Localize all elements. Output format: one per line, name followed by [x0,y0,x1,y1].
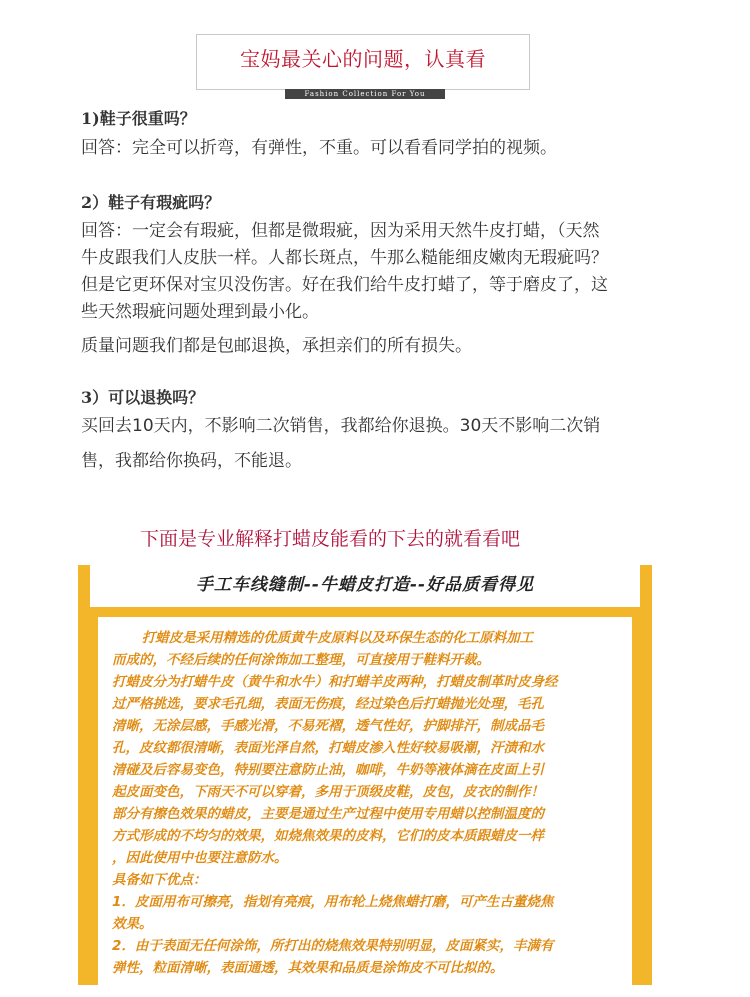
panel-line: 具备如下优点： [112,872,207,888]
faq-answer-line: 回答：一定会有瑕疵，但都是微瑕疵，因为采用天然牛皮打蜡，（天然 [81,221,600,241]
faq-answer-line: 买回去10天内，不影响二次销售，我都给你退换。30天不影响二次销 [81,416,601,436]
panel-line: 清晰，无涂层感，手感光滑，不易死褶，透气性好，护脚排汗，制成品毛 [112,718,544,734]
faq-question: 3）可以退换吗？ [81,388,205,407]
panel-line: 而成的，不经后续的任何涂饰加工整理，可直接用于鞋料开裁。 [112,652,490,668]
panel-line: 方式形成的不均匀的效果，如烧焦效果的皮料，它们的皮本质跟蜡皮一样 [112,828,544,844]
panel-line: 起皮面变色，下雨天不可以穿着，多用于顶级皮鞋，皮包，皮衣的制作！ [112,784,544,800]
faq-answer-line: 但是它更环保对宝贝没伤害。好在我们给牛皮打蜡了，等于磨皮了，这 [81,275,608,295]
header-title-box [196,34,530,90]
section-heading: 下面是专业解释打蜡皮能看的下去的就看看吧 [140,528,521,550]
panel-line: 孔，皮纹都很清晰，表面光泽自然，打蜡皮渗入性好较易吸潮，汗渍和水 [112,740,544,756]
panel-line: 打蜡皮分为打蜡牛皮（黄牛和水牛）和打蜡羊皮两种，打蜡皮制革时皮身经 [112,674,558,690]
faq-item-3 [81,386,681,475]
page-title: 宝妈最关心的问题，认真看 [240,47,486,71]
faq-answer-line: 牛皮跟我们人皮肤一样。人都长斑点，牛那么糙能细皮嫩肉无瑕疵吗？ [81,248,608,268]
panel-line: 2．由于表面无任何涂饰，所打出的烧焦效果特别明显，皮面紧实，丰满有 [112,938,554,954]
panel-text [112,627,618,979]
faq-item-1 [81,107,681,162]
panel-line: 打蜡皮是采用精选的优质黄牛皮原料以及环保生态的化工原料加工 [141,630,534,646]
panel-line: 部分有擦色效果的蜡皮，主要是通过生产过程中使用专用蜡以控制温度的 [112,806,544,822]
panel-header [90,565,640,607]
faq-answer-line: 质量问题我们都是包邮退换，承担亲们的所有损失。 [81,336,472,356]
panel-heading: 手工车线缝制--牛蜡皮打造--好品质看得见 [195,575,535,595]
faq-answer-line: 些天然瑕疵问题处理到最小化。 [81,302,319,322]
header-tagline: Fashion Collection For You [285,89,445,99]
info-panel [78,565,652,985]
panel-line: 清碰及后容易变色，特别要注意防止油，咖啡，牛奶等液体滴在皮面上引 [112,762,544,778]
faq-answer-line: 售，我都给你换码，不能退。 [81,451,302,471]
panel-line: ，因此使用中也要注意防水。 [112,850,288,866]
panel-line: 效果。 [112,916,153,932]
faq-question: 2）鞋子有瑕疵吗？ [81,193,221,212]
faq-answer-line: 回答：完全可以折弯，有弹性，不重。可以看看同学拍的视频。 [81,138,557,158]
faq-item-2 [81,191,681,360]
panel-body [98,617,632,997]
faq-question: 1)鞋子很重吗？ [81,109,196,128]
panel-line: 1．皮面用布可擦亮，指划有亮痕，用布轮上烧焦蜡打磨，可产生古董烧焦 [112,894,554,910]
panel-line: 过严格挑选，要求毛孔细，表面无伤痕，经过染色后打蜡抛光处理，毛孔 [112,696,544,712]
panel-line: 弹性，粒面清晰，表面通透，其效果和品质是涂饰皮不可比拟的。 [112,960,504,976]
